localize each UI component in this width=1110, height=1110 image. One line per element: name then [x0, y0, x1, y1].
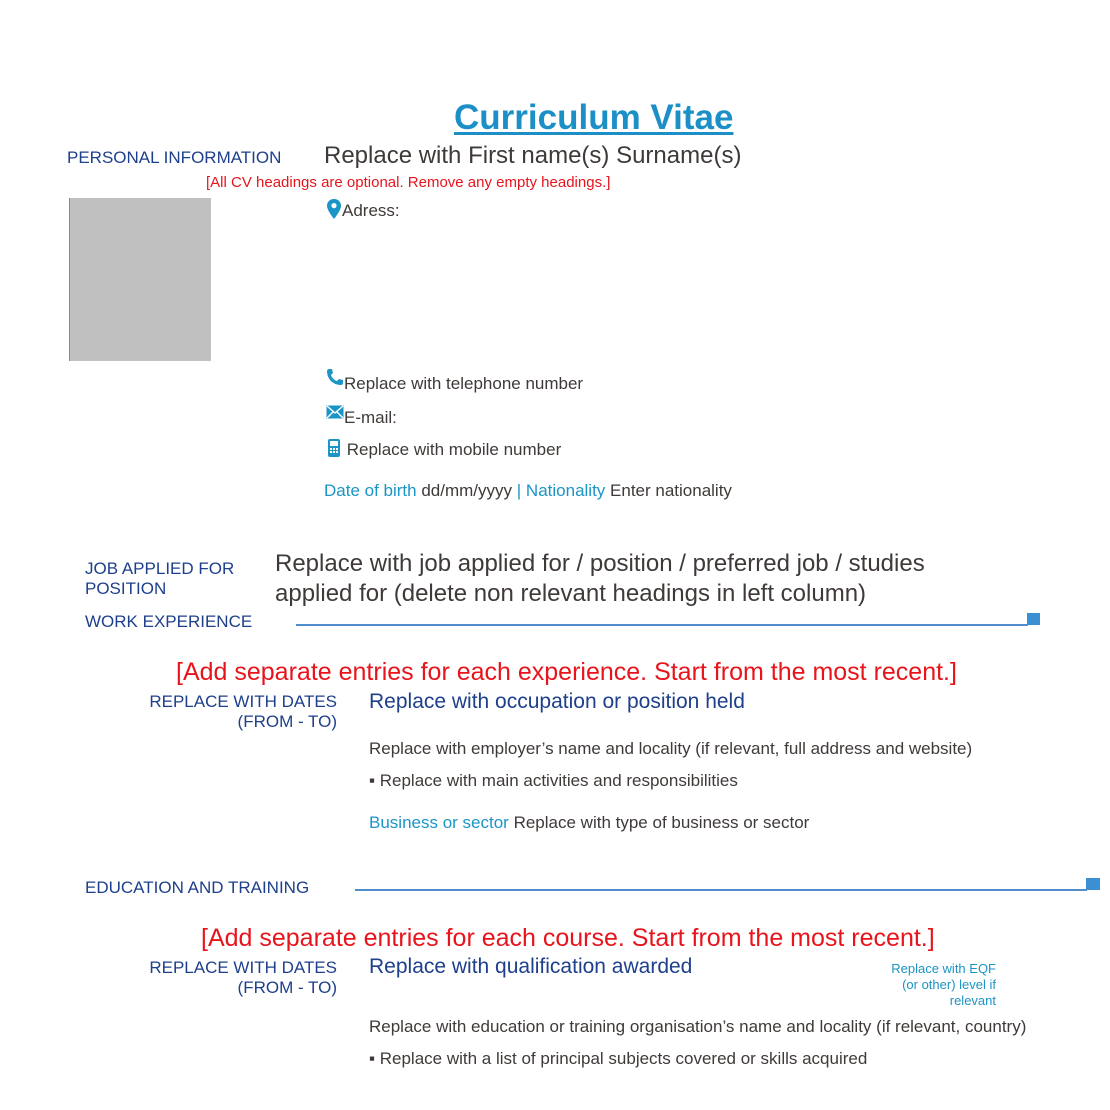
eqf-level-line2: (or other) level if	[902, 977, 996, 992]
work-dates	[120, 692, 337, 732]
date-of-birth-value: dd/mm/yyyy	[421, 481, 513, 500]
job-applied-text	[275, 549, 925, 609]
business-sector-row	[369, 813, 809, 833]
mobile-value: Replace with mobile number	[346, 440, 562, 459]
qualification-title: Replace with qualification awarded	[369, 955, 693, 978]
education-rule	[355, 889, 1087, 891]
telephone-value: Replace with telephone number	[344, 374, 584, 393]
work-experience-note: [Add separate entries for each experience. Start from the most recent.]	[176, 658, 957, 686]
business-sector-label: Business or sector	[369, 813, 509, 832]
organisation-text: Replace with education or training organisation’s name and locality (if relevant, country)	[369, 1017, 1027, 1036]
work-dates-line2: (FROM - TO)	[237, 712, 337, 731]
education-heading: EDUCATION AND TRAINING	[85, 878, 310, 897]
eqf-level-line3: relevant	[949, 993, 996, 1008]
education-rule-marker	[1086, 878, 1100, 890]
address-label: Adress:	[342, 200, 400, 220]
email-row	[326, 404, 397, 427]
mobile-phone-icon	[326, 438, 342, 463]
full-name: Replace with First name(s) Surname(s)	[324, 142, 742, 169]
education-note: [Add separate entries for each course. Start from the most recent.]	[201, 924, 935, 952]
location-pin-icon	[326, 198, 342, 225]
optional-headings-note: [All CV headings are optional. Remove any empty headings.]	[206, 174, 611, 191]
job-applied-heading	[85, 559, 234, 599]
education-dates-line2: (FROM - TO)	[237, 978, 337, 997]
address-row	[326, 198, 400, 225]
phone-icon	[326, 368, 344, 391]
photo-placeholder	[69, 198, 211, 361]
envelope-icon	[326, 404, 344, 424]
activities-bullet: ▪ Replace with main activities and responsibilities	[369, 771, 738, 790]
work-experience-heading: WORK EXPERIENCE	[85, 612, 253, 631]
business-sector-value: Replace with type of business or sector	[513, 813, 810, 832]
personal-information-heading: PERSONAL INFORMATION	[67, 148, 282, 167]
separator: |	[516, 481, 522, 500]
mobile-row	[326, 438, 561, 463]
employer-text: Replace with employer’s name and locality (if relevant, full address and website)	[369, 739, 973, 758]
cv-title: Curriculum Vitae	[454, 98, 734, 137]
nationality-label: Nationality	[525, 481, 606, 500]
job-applied-text-line1: Replace with job applied for / position / preferred job / studies	[275, 550, 925, 577]
work-experience-rule-marker	[1027, 613, 1040, 625]
education-dates	[120, 958, 337, 998]
telephone-row	[326, 368, 583, 391]
subjects-bullet: ▪ Replace with a list of principal subjects covered or skills acquired	[369, 1049, 868, 1068]
date-of-birth-label: Date of birth	[324, 481, 417, 500]
job-applied-heading-line1: JOB APPLIED FOR	[85, 559, 235, 578]
work-experience-rule	[296, 624, 1028, 626]
occupation-title: Replace with occupation or position held	[369, 690, 745, 713]
work-dates-line1: REPLACE WITH DATES	[149, 692, 337, 711]
email-label: E-mail:	[344, 408, 397, 427]
job-applied-heading-line2: POSITION	[85, 579, 167, 598]
education-dates-line1: REPLACE WITH DATES	[149, 958, 337, 977]
job-applied-text-line2: applied for (delete non relevant headings in left column)	[275, 580, 867, 607]
dob-nationality-row	[324, 481, 732, 501]
eqf-level-line1: Replace with EQF	[891, 961, 996, 976]
eqf-level-note	[846, 961, 996, 1009]
nationality-value: Enter nationality	[610, 481, 732, 500]
